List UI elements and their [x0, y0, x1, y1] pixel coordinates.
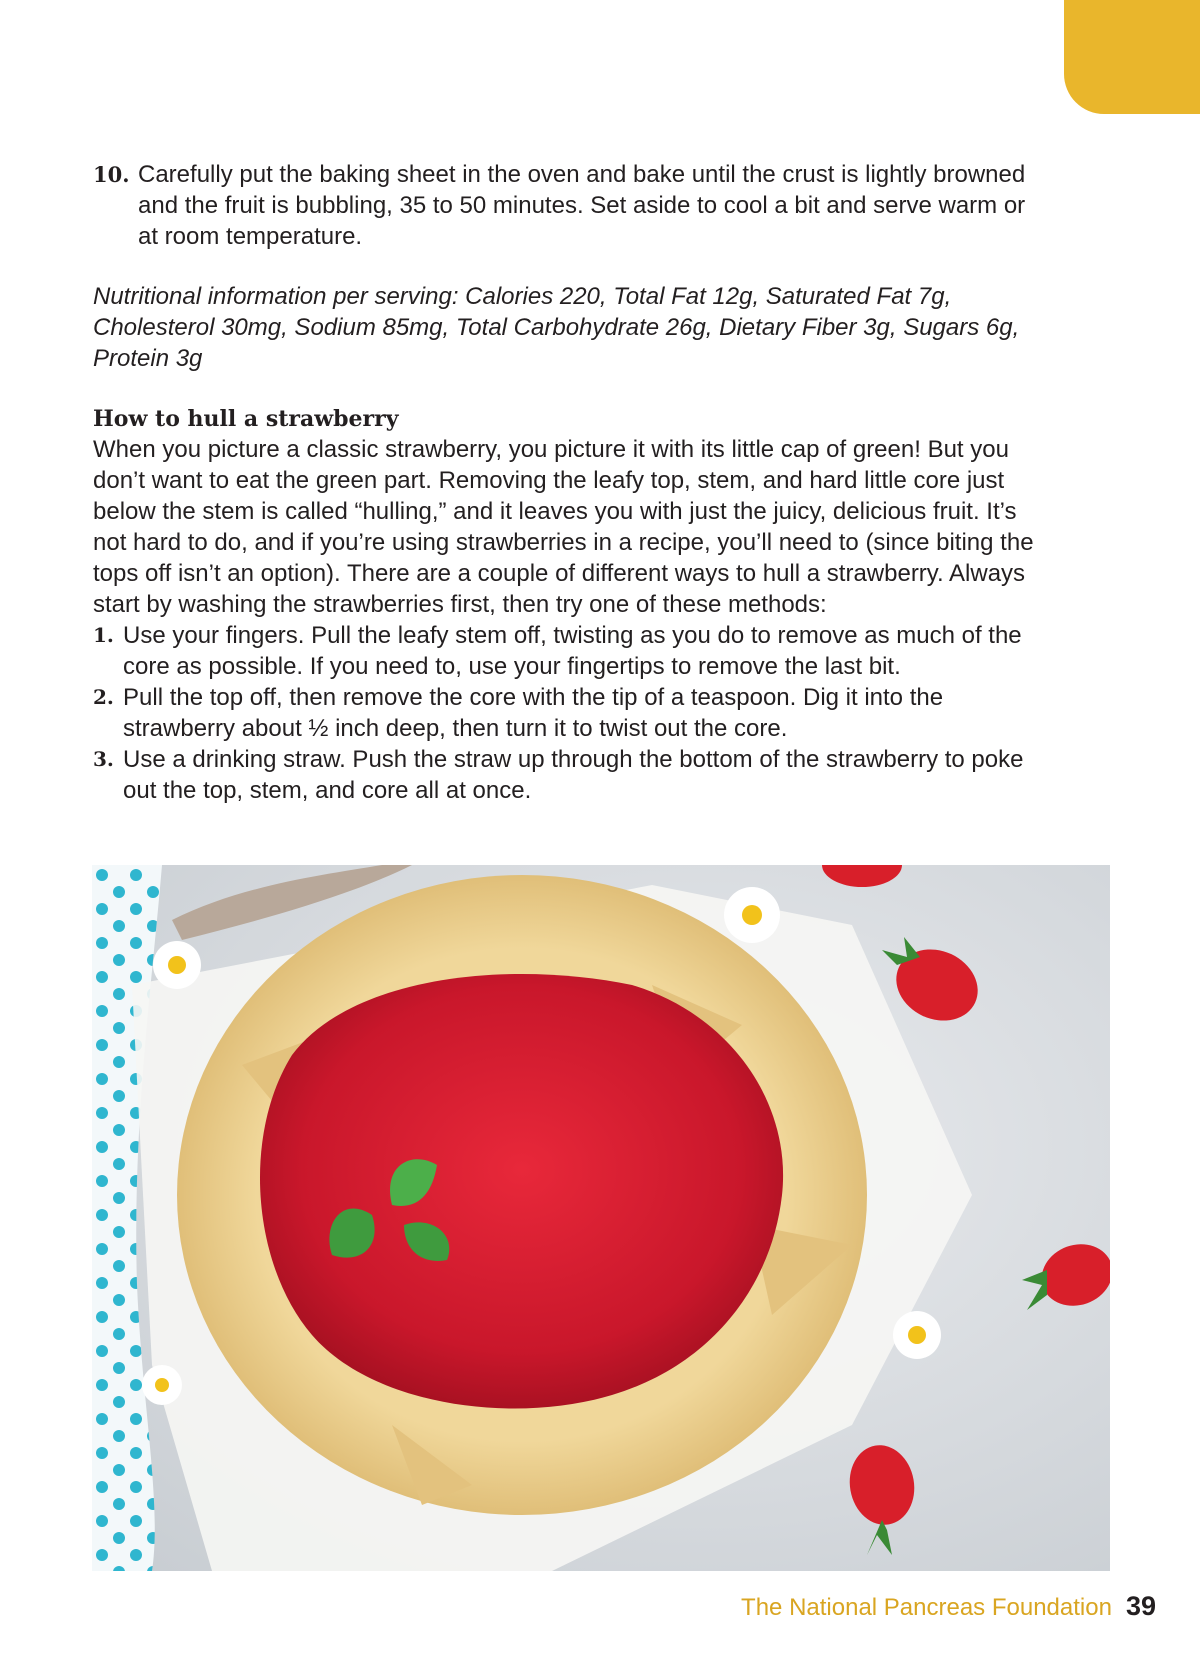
method-number: 1.: [93, 623, 114, 647]
method-item: [93, 620, 1053, 682]
strawberry-galette-photo: [92, 865, 1110, 1571]
step-text: Carefully put the baking sheet in the oven and bake until the crust is lightly browned and the fruit is bubbling, 35 to 50 minutes. Set aside to cool a bit and serve warm or at room temperature.: [138, 161, 1026, 250]
page-number: 39: [1125, 1591, 1156, 1621]
footer-organization: The National Pancreas Foundation: [741, 1594, 1112, 1621]
page-footer: [741, 1591, 1156, 1627]
method-item: [93, 744, 1053, 806]
method-text: Use your fingers. Pull the leafy stem off, twisting as you do to remove as much of the core as possible. If you need to, use your fingertips to remove the last bit.: [123, 622, 1022, 680]
section-heading: How to hull a strawberry: [93, 406, 399, 432]
nutrition-info: Nutritional information per serving: Calories 220, Total Fat 12g, Saturated Fat 7g, Cholesterol 30mg, Sodium 85mg, Total Carbohydrate 26g, Dietary Fiber 3g, Sugars 6g, Protein 3g: [93, 283, 1020, 372]
method-item: [93, 682, 1053, 744]
method-number: 3.: [93, 747, 114, 771]
step-10: [93, 159, 1033, 252]
method-text: Use a drinking straw. Push the straw up through the bottom of the strawberry to poke out the top, stem, and core all at once.: [123, 746, 1024, 804]
method-text: Pull the top off, then remove the core with the tip of a teaspoon. Dig it into the strawberry about ½ inch deep, then turn it to twist out the core.: [123, 684, 944, 742]
corner-tab: [1064, 0, 1200, 114]
method-number: 2.: [93, 685, 114, 709]
step-number: 10.: [93, 162, 130, 187]
section-intro: When you picture a classic strawberry, you picture it with its little cap of green! But you don’t want to eat the green part. Removing the leafy top, stem, and hard little core just below the stem is called “hulling,” and it leaves you with just the juicy, delicious fruit. It’s not hard to do, and if you’re using strawberries in a recipe, you’ll need to (since biting the tops off isn’t an option). There are a couple of different ways to hull a strawberry. Always start by washing the strawberries first, then try one of these methods:: [93, 436, 1034, 618]
hull-section: [93, 404, 1053, 806]
